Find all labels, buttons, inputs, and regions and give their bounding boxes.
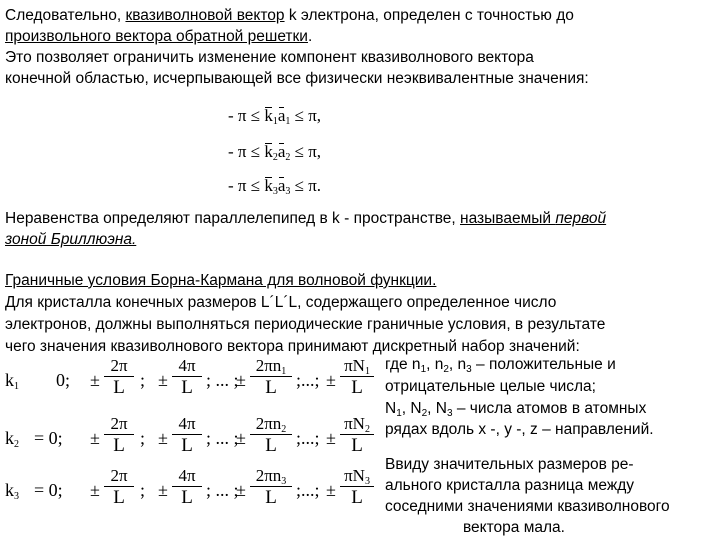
text: . [307, 28, 313, 45]
formula-fraction: $\frac{\pi N_2}{L}$ [340, 414, 374, 457]
intro-line-2 [5, 27, 312, 47]
text: k электрона, определен с точностью до [284, 7, 574, 24]
formula-separator: ; [140, 480, 146, 500]
brillouin-line-1 [5, 209, 606, 229]
formula-dots: ; ... ; [206, 480, 239, 500]
inequality-2: - $\pi \le k_2a_2 \le \pi$, [228, 142, 322, 163]
intro-line-3: Это позволяет ограничить изменение компонент квазиволнового вектора [5, 49, 534, 66]
formula-dots: ;...; [296, 428, 320, 448]
inequality-1: - $\pi \le k_1a_1 \le \pi$, [228, 106, 322, 127]
formula-fraction: $\frac{2\pi n_3}{L}$ [250, 466, 292, 509]
formula-k-label: $k_1$ [5, 370, 19, 392]
formula-plusminus: ± [236, 370, 246, 390]
formula-fraction: $\frac{2\pi n_2}{L}$ [250, 414, 292, 457]
formula-k-label: $k_3$ [5, 480, 19, 502]
side-line-4: рядах вдоль x -, y -, z – направлений. [385, 421, 654, 438]
inequality-3: - $\pi \le k_3a_3 \le \pi$. [228, 176, 322, 197]
side-line-5: Ввиду значительных размеров ре- [385, 456, 634, 473]
formula-separator: ; [140, 428, 146, 448]
formula-dots: ;...; [296, 370, 320, 390]
formula-dots: ; ... ; [206, 370, 239, 390]
bk-line-1: Для кристалла конечных размеров L´L´L, содержащего определенное число [5, 294, 557, 311]
formula-plusminus: ± [326, 480, 336, 500]
term-first: первой [555, 210, 607, 227]
bk-line-3: чего значения квазиволнового вектора принимают дискретный набор значений: [5, 338, 580, 355]
intro-line-1 [5, 6, 574, 26]
formula-plusminus: ± [326, 428, 336, 448]
formula-zero: 0; [56, 370, 71, 390]
text: Неравенства определяют параллелепипед в k - пространстве, [5, 210, 461, 227]
formula-dots: ; ... ; [206, 428, 239, 448]
formula-fraction: $\frac{4\pi}{L}$ [172, 414, 202, 457]
formula-plusminus: ± [158, 428, 168, 448]
formula-fraction: $\frac{2\pi n_1}{L}$ [250, 356, 292, 399]
formula-fraction: $\frac{\pi N_3}{L}$ [340, 466, 374, 509]
brillouin-line-2 [5, 230, 136, 250]
formula-plusminus: ± [326, 370, 336, 390]
formula-plusminus: ± [158, 480, 168, 500]
side-line-8: вектора мала. [463, 519, 565, 536]
formula-zero: = 0; [34, 480, 63, 500]
formula-plusminus: ± [158, 370, 168, 390]
side-line-3: $N_1$, $N_2$, $N_3$ – числа атомов в атомных [385, 400, 647, 419]
side-line-2: отрицательные целые числа; [385, 378, 596, 395]
side-line-7: соседними значениями квазиволнового [385, 498, 670, 515]
formula-fraction: $\frac{2\pi}{L}$ [104, 356, 134, 399]
bk-line-2: электронов, должны выполняться периодические граничные условия, в результате [5, 316, 606, 333]
term-quasi-wave-vector: квазиволновой вектор [125, 7, 285, 24]
formula-plusminus: ± [236, 428, 246, 448]
side-line-1: где $n_1$, $n_2$, $n_3$ – положительные и [385, 356, 616, 375]
formula-separator: ; [140, 370, 146, 390]
intro-line-4: конечной областью, исчерпывающей все физически неэквивалентные значения: [5, 70, 589, 87]
formula-plusminus: ± [90, 370, 100, 390]
formula-fraction: $\frac{4\pi}{L}$ [172, 356, 202, 399]
bk-heading: Граничные условия Борна-Кармана для волновой функции. [5, 272, 437, 289]
formula-plusminus: ± [90, 428, 100, 448]
text: Следовательно, [5, 7, 126, 24]
formula-plusminus: ± [236, 480, 246, 500]
formula-fraction: $\frac{4\pi}{L}$ [172, 466, 202, 509]
formula-fraction: $\frac{\pi N_1}{L}$ [340, 356, 374, 399]
formula-fraction: $\frac{2\pi}{L}$ [104, 466, 134, 509]
formula-zero: = 0; [34, 428, 63, 448]
text: называемый [460, 210, 556, 227]
term-brillouin-zone: зоной Бриллюэна. [5, 231, 137, 248]
formula-k-label: $k_2$ [5, 428, 19, 450]
formula-plusminus: ± [90, 480, 100, 500]
side-line-6: ального кристалла разница между [385, 477, 634, 494]
formula-fraction: $\frac{2\pi}{L}$ [104, 414, 134, 457]
formula-dots: ;...; [296, 480, 320, 500]
term-reciprocal-lattice-vector: произвольного вектора обратной решетки [5, 28, 308, 45]
